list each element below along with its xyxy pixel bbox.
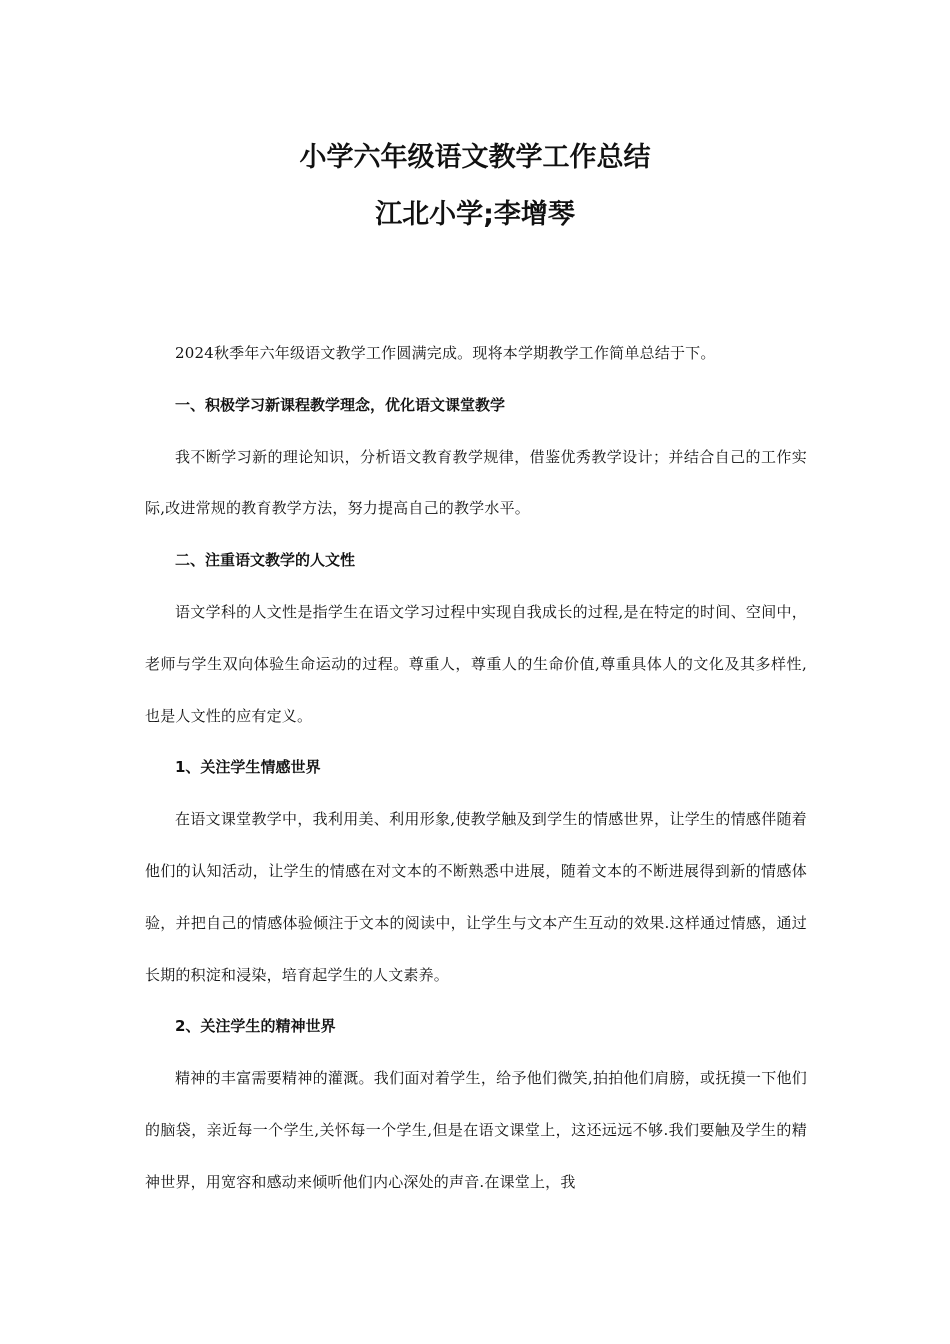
subsection-2-paragraph: 精神的丰富需要精神的灌溉。我们面对着学生，给予他们微笑,拍拍他们肩膀，或抚摸一下他们的脑袋，亲近每一个学生,关怀每一个学生,但是在语文课堂上，这还远远不够.我们要触及学生的精神世界，用宽容和感动来倾听他们内心深处的声音.在课堂上，我 [145, 1069, 807, 1191]
subsection-heading-2: 2、关注学生的精神世界 [175, 1017, 336, 1036]
subsection-1-paragraph: 在语文课堂教学中，我利用美、利用形象,使教学触及到学生的情感世界，让学生的情感伴随着他们的认知活动，让学生的情感在对文本的不断熟悉中进展，随着文本的不断进展得到新的情感体验，并把自己的情感体验倾注于文本的阅读中，让学生与文本产生互动的效果.这样通过情感，通过长期的积淀和浸染，培育起学生的人文素养。 [145, 810, 807, 984]
subsection-heading-1: 1、关注学生情感世界 [175, 758, 321, 777]
section-heading-1: 一、积极学习新课程教学理念，优化语文课堂教学 [175, 395, 506, 414]
document-title: 小学六年级语文教学工作总结 [299, 142, 651, 173]
intro-paragraph: 2024秋季年六年级语文教学工作圆满完成。现将本学期教学工作简单总结于下。 [175, 344, 716, 362]
section-heading-2: 二、注重语文教学的人文性 [175, 551, 356, 570]
document-subtitle: 江北小学;李增琴 [375, 199, 575, 230]
section-1-paragraph: 我不断学习新的理论知识，分析语文教育教学规律，借鉴优秀教学设计；并结合自己的工作实际,改进常规的教育教学方法，努力提高自己的教学水平。 [145, 447, 807, 518]
section-2-paragraph: 语文学科的人文性是指学生在语文学习过程中实现自我成长的过程,是在特定的时间、空间中，老师与学生双向体验生命运动的过程。尊重人，尊重人的生命价值,尊重具体人的文化及其多样性,也是人文性的应有定义。 [145, 602, 807, 725]
document-body [145, 328, 807, 1209]
